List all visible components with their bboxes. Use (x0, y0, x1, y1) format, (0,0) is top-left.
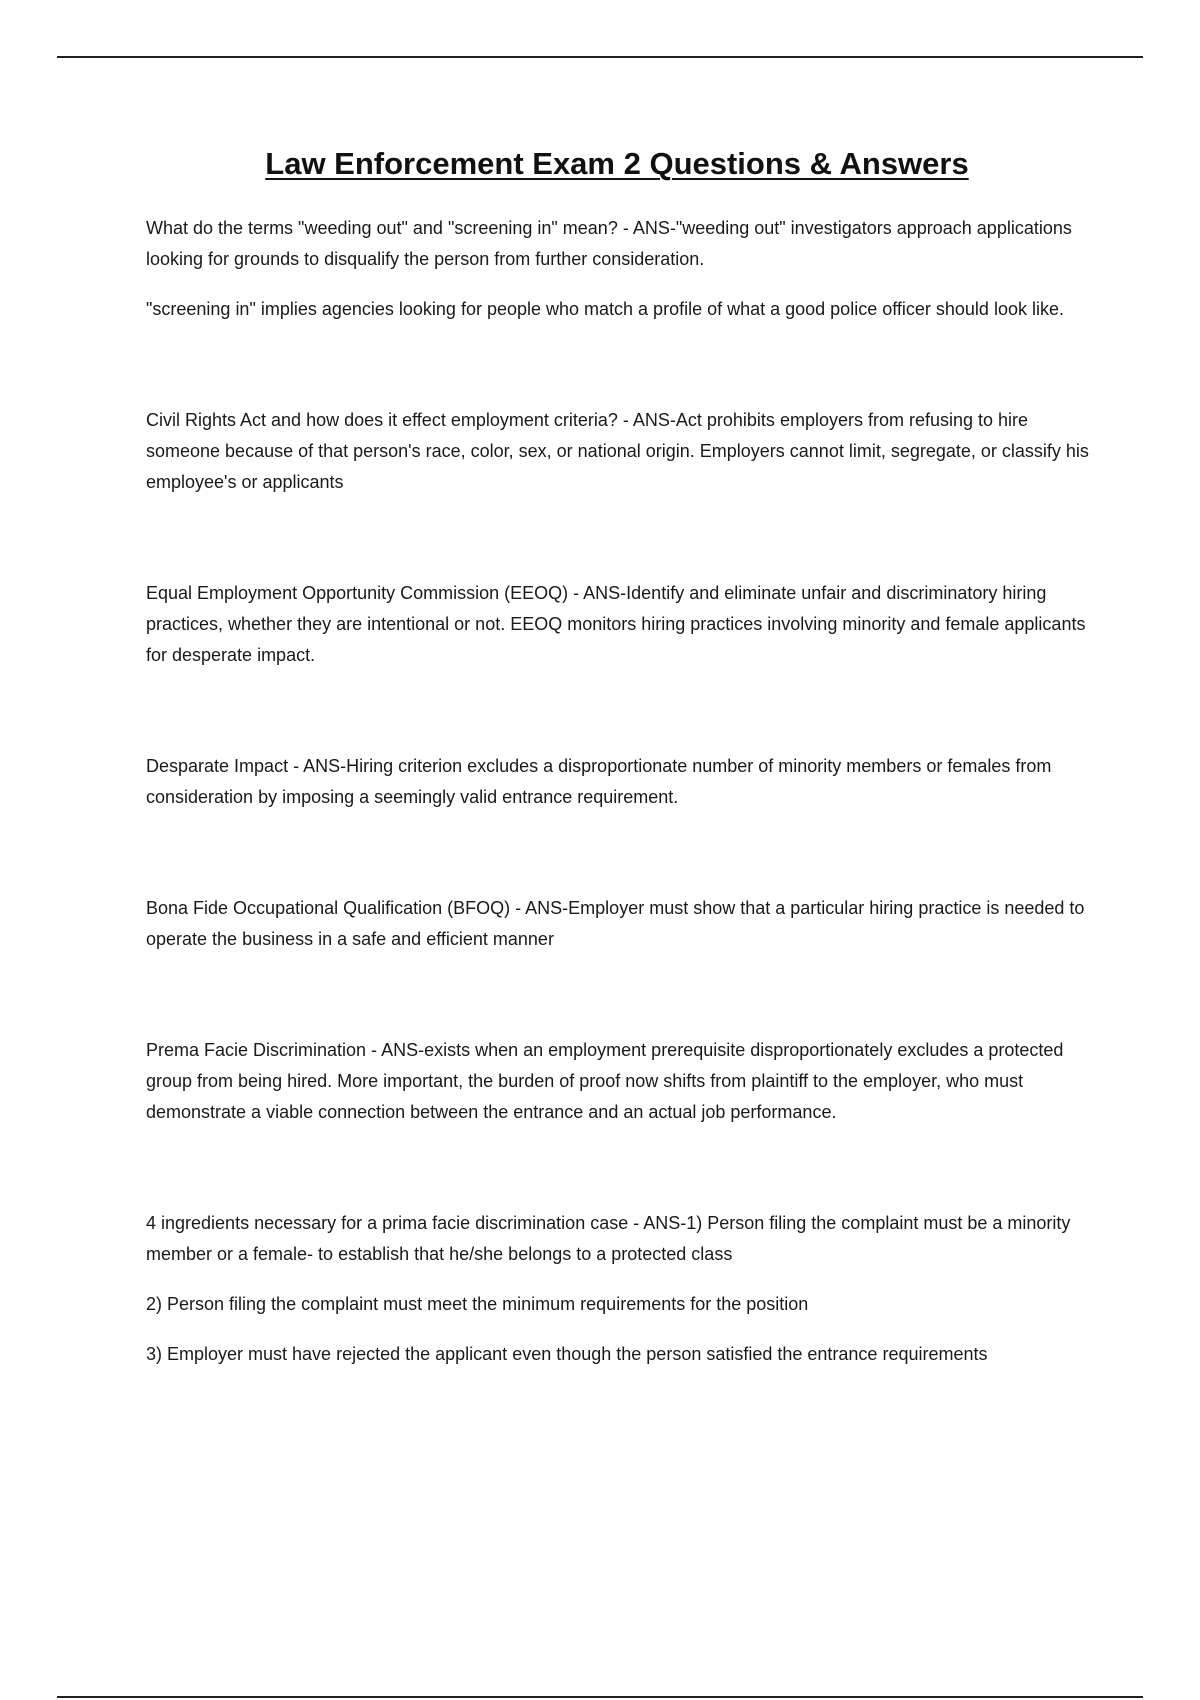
qa-item (146, 405, 1096, 498)
qa-item (146, 1035, 1096, 1128)
document-title: Law Enforcement Exam 2 Questions & Answers (265, 146, 969, 181)
qa-text: Desparate Impact - ANS-Hiring criterion excludes a disproportionate number of minority members or females from consideration by imposing a seemingly valid entrance requirement. (146, 756, 1052, 807)
qa-item (146, 213, 1096, 325)
qa-item (146, 1208, 1096, 1370)
qa-text: 4 ingredients necessary for a prima facie discrimination case - ANS-1) Person filing the complaint must be a minority member or a female- to establish that he/she belongs to a protected class (146, 1213, 1071, 1264)
qa-text: Equal Employment Opportunity Commission (EEOQ) - ANS-Identify and eliminate unfair and discriminatory hiring practices, whether they are intentional or not. EEOQ monitors hiring practices involving minority and female applicants for desperate impact. (146, 583, 1086, 665)
qa-text: 3) Employer must have rejected the applicant even though the person satisfied the entrance requirements (146, 1344, 988, 1364)
qa-item (146, 893, 1096, 955)
header-rule (57, 56, 1143, 58)
qa-text: 2) Person filing the complaint must meet the minimum requirements for the position (146, 1294, 809, 1314)
footer-rule (57, 1696, 1143, 1698)
qa-text: What do the terms "weeding out" and "screening in" mean? - ANS-"weeding out" investigators approach applications looking for grounds to disqualify the person from further consideration. (146, 218, 1072, 269)
qa-text: Prema Facie Discrimination - ANS-exists when an employment prerequisite disproportionately excludes a protected group from being hired. More important, the burden of proof now shifts from plaintiff to the employer, who must demonstrate a viable connection between the entrance and an actual job performance. (146, 1040, 1064, 1122)
qa-text: Civil Rights Act and how does it effect employment criteria? - ANS-Act prohibits employers from refusing to hire someone because of that person's race, color, sex, or national origin. Employers cannot limit, segregate, or classify his employee's or applicants (146, 410, 1089, 492)
qa-text: Bona Fide Occupational Qualification (BFOQ) - ANS-Employer must show that a particular hiring practice is needed to operate the business in a safe and efficient manner (146, 898, 1085, 949)
document-body (146, 213, 1096, 1389)
qa-text: "screening in" implies agencies looking for people who match a profile of what a good police officer should look like. (146, 299, 1064, 319)
qa-item (146, 578, 1096, 671)
qa-item (146, 751, 1096, 813)
